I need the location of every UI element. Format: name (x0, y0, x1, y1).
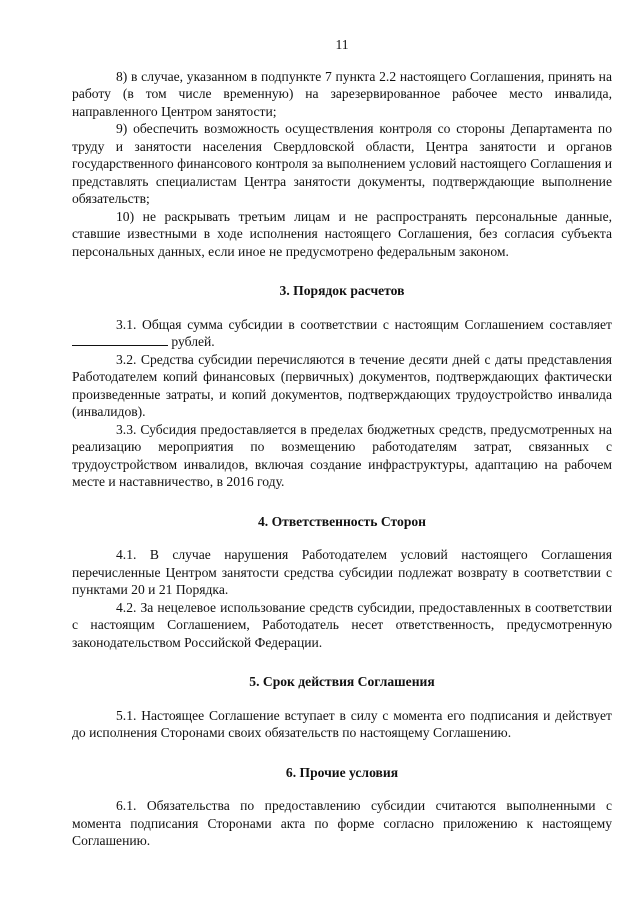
page-number: 11 (335, 37, 349, 52)
section-5-title: 5. Срок действия Соглашения (249, 674, 435, 689)
clause-3-3: 3.3. Субсидия предоставляется в пределах бюджетных средств, предусмотренных на реализацию мероприятия по возмещению работодателям затрат, связанных с трудоустройством инвалидов, включая создание инфраструктуры, адаптацию на рабочем месте и наставничество, в 2016 году. (72, 421, 612, 489)
clause-3-1 (72, 316, 612, 351)
clause-4-2: 4.2. За нецелевое использование средств субсидии, предоставленных в соответствии с настоящим Соглашением, Работодатель несет ответственность, предусмотренную законодательством Российской Федерации. (72, 599, 612, 650)
clause-9: 9) обеспечить возможность осуществления контроля со стороны Департамента по труду и занятости населения Свердловской области, Центра занятости и органов государственного финансового контроля за выполнением условий настоящего Соглашения и представлять специалистам Центра занятости документы, подтверждающие выполнение обязательств; (72, 121, 612, 206)
clause-3-1-unit: рублей. (171, 334, 215, 349)
section-6-title: 6. Прочие условия (285, 764, 399, 780)
section-3-title: 3. Порядок расчетов (279, 283, 405, 298)
clause-3-2: 3.2. Средства субсидии перечисляются в течение десяти дней с даты представления Работодателем копий финансовых (первичных) документов, подтверждающих фактически произведенные затраты, и копий документов, подтверждающих трудоустройство инвалида (инвалидов). (72, 351, 612, 419)
clause-3-1-text: 3.1. Общая сумма субсидии в соответствии с настоящим Соглашением составляет (116, 316, 612, 332)
clause-10: 10) не раскрывать третьим лицам и не распространять персональные данные, ставшие известными в ходе исполнения настоящего Соглашения, без согласия субъекта персональных данных, если иное не предусмотрено федеральным законом. (72, 208, 612, 259)
clause-6-1: 6.1. Обязательства по предоставлению субсидии считаются выполненными с момента подписания Сторонами акта по форме согласно приложению к настоящему Соглашению. (72, 798, 612, 848)
section-4-title: 4. Ответственность Сторон (257, 513, 427, 529)
clause-5-1: 5.1. Настоящее Соглашение вступает в силу с момента его подписания и действует до исполнения Сторонами своих обязательств по настоящему Соглашению. (72, 707, 612, 740)
clause-8: 8) в случае, указанном в подпункте 7 пункта 2.2 настоящего Соглашения, принять на работу (в том числе временную) на зарезервированное рабочее место инвалида, направленного Центром занятости; (72, 68, 612, 119)
clause-4-1: 4.1. В случае нарушения Работодателем условий настоящего Соглашения перечисленные Центром занятости средства субсидии подлежат возврату в соответствии с пунктами 20 и 21 Порядка. (72, 547, 612, 597)
amount-blank-field (72, 333, 168, 346)
